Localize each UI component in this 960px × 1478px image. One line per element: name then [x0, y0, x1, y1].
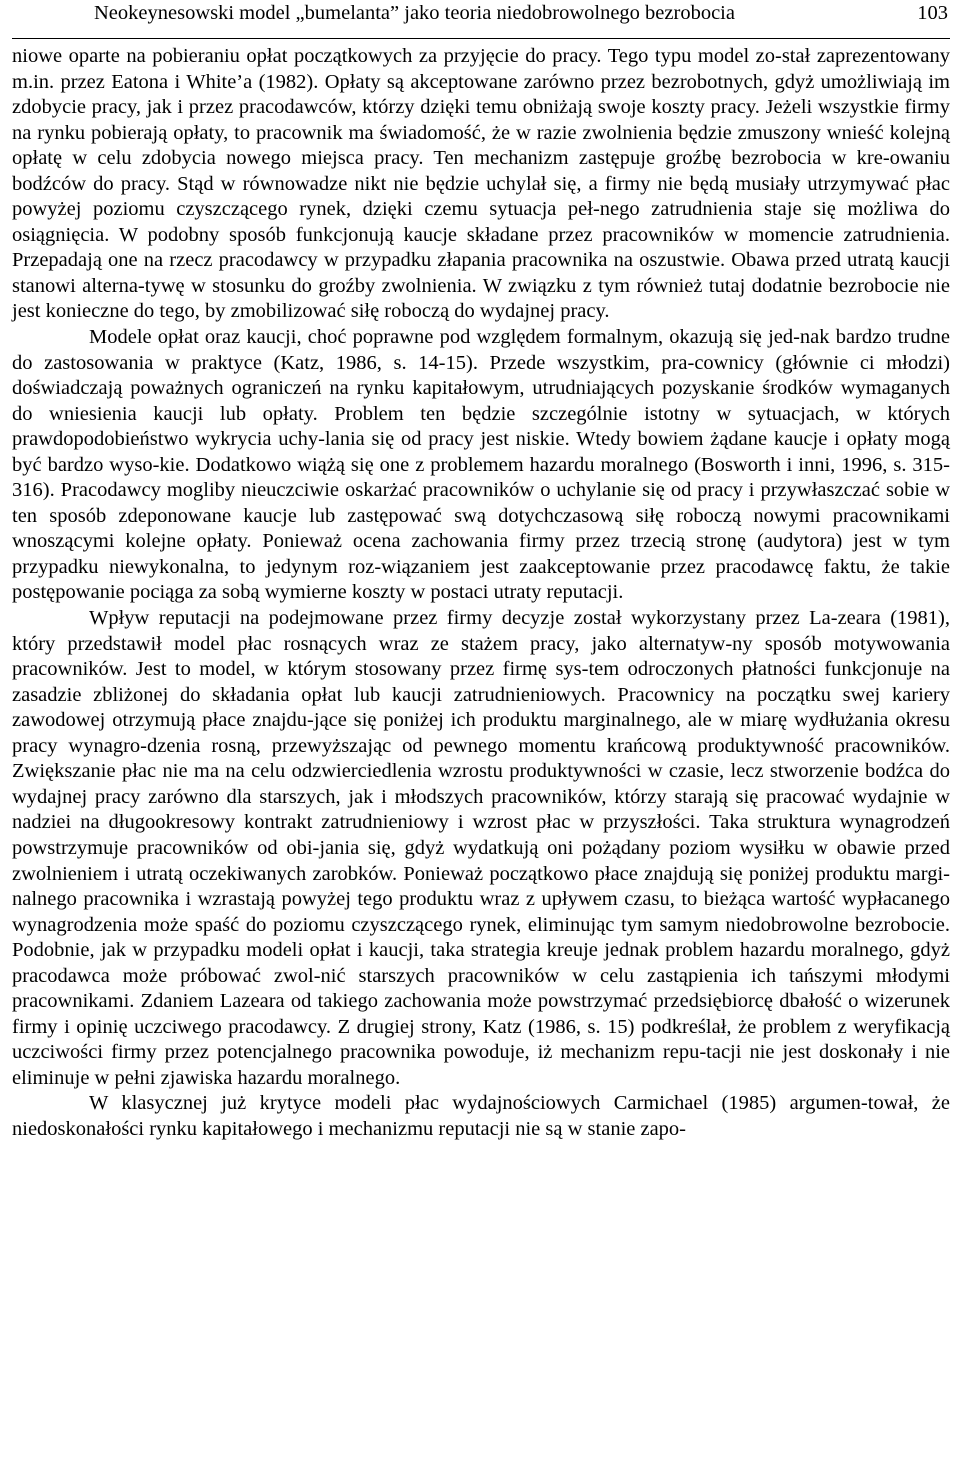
running-title: Neokeynesowski model „bumelanta” jako teoria niedobrowolnego bezrobocia	[94, 2, 735, 24]
paragraph-continuation: niowe oparte na pobieraniu opłat początkowych za przyjęcie do pracy. Tego typu model zo-stał zaprezentowany m.in. przez Eatona i White’a (1982). Opłaty są akceptowane zarówno przez bezrobotnych, gdyż umożliwiają im zdobycie pracy, jak i przez pracodawców, którzy dzięki temu obniżają swoje koszty pracy. Jeżeli wszystkie firmy na rynku pobierają opłaty, to pracownik ma świadomość, że w razie zwolnienia będzie zmuszony wnieść kolejną opłatę w celu zdobycia nowego miejsca pracy. Ten mechanizm zastępuje groźbę bezrobocia w kre-owaniu bodźców do pracy. Stąd w równowadze nikt nie będzie uchylał się, a firmy nie będą musiały utrzymywać płac powyżej poziomu czyszczącego rynek, dzięki czemu sytuacja peł-nego zatrudnienia staje się możliwa do osiągnięcia. W podobny sposób funkcjonują kaucje składane przez pracowników w momencie zatrudnienia. Przepadają one na rzecz pracodawcy w przypadku złapania pracownika na oszustwie. Obawa przed utratą kaucji stanowi alterna-tywę w stosunku do groźby zwolnienia. W związku z tym również tutaj dodatnie bezrobocie nie jest konieczne do tego, by zmobilizować siłę roboczą do wydajnej pracy.	[12, 45, 950, 323]
page-number: 103	[917, 2, 948, 24]
paragraph-lazear-model: Wpływ reputacji na podejmowane przez firmy decyzje został wykorzystany przez La-zeara (1981), który przedstawił model płac rosnących wraz ze stażem pracy, jako alternatyw-ny sposób motywowania pracowników. Jest to model, w którym stosowany przez firmę sys-tem odroczonych płatności funkcjonuje na zasadzie zbliżonej do składania opłat lub kaucji zatrudnieniowych. Pracownicy na początku swej kariery zawodowej otrzymują płace znajdu-jące się poniżej ich produktu marginalnego, ale w miarę wydłużania okresu pracy wynagro-dzenia rosną, przewyższając od pewnego momentu krańcową produktywność pracowników. Zwiększanie płac nie ma na celu odzwierciedlenia wzrostu produktywności w czasie, lecz stworzenie bodźca do wydajnej pracy zarówno dla starszych, jak i młodszych pracowników, którzy starają się pracować wydajnie w nadziei na długookresowy kontrakt zatrudnieniowy i wzrost płac w przyszłości. Taka struktura wynagrodzeń powstrzymuje pracowników od obi-jania się, gdyż wydatkują oni pożądany poziom wysiłku w obawie przed zwolnieniem i utratą oczekiwanych zarobków. Ponieważ początkowo płace znajdują się poniżej produktu margi-nalnego pracownika i wzrastają powyżej tego produktu wraz z upływem czasu, to bieżąca wartość wypłacanego wynagrodzenia może spaść do poziomu czyszczącego rynek, eliminując tym samym niedobrowolne bezrobocie. Podobnie, jak w przypadku modeli opłat i kaucji, taka strategia kreuje jednak problem hazardu moralnego, gdyż pracodawca może próbować zwol-nić starszych pracowników w celu zastąpienia ich tańszymi młodymi pracownikami. Zdaniem Lazeara od takiego zachowania może powstrzymać przedsiębiorcę dbałość o wizerunek firmy i opinię uczciwego pracodawcy. Z drugiej strony, Katz (1986, s. 15) podkreślał, że problem z weryfikacją uczciwości firmy przez potencjalnego pracownika powoduje, iż mechanizm repu-tacji nie jest doskonały i nie eliminuje w pełni zjawiska hazardu moralnego.	[12, 607, 950, 1089]
document-page	[12, 0, 950, 1143]
running-header	[12, 0, 950, 39]
paragraph-fee-bond-critique: Modele opłat oraz kaucji, choć poprawne pod względem formalnym, okazują się jed-nak bardzo trudne do zastosowania w praktyce (Katz, 1986, s. 14-15). Przede wszystkim, pra-cownicy (głównie ci młodzi) doświadczają poważnych ograniczeń na rynku kapitałowym, utrudniających pozyskanie środków wymaganych do wniesienia kaucji lub opłaty. Problem ten będzie szczególnie istotny w sytuacjach, w których prawdopodobieństwo wykrycia uchy-lania się od pracy jest niskie. Wtedy bowiem żądane kaucje i opłaty mogą być bardzo wyso-kie. Dodatkowo wiążą się one z problemem hazardu moralnego (Bosworth i inni, 1996, s. 315-316). Pracodawcy mogliby nieuczciwie oskarżać pracowników o uchylanie się od pracy i przywłaszczać sobie w ten sposób zdeponowane kaucje lub zastępować swą dotychczasową siłę roboczą nowymi pracownikami wnoszącymi kolejne opłaty. Ponieważ ocena zachowania firmy przez trzecią stronę (audytora) jest w tym przypadku niewykonalna, to jedynym roz-wiązaniem jest zaakceptowanie przez pracodawcę faktu, że takie postępowanie pociąga za sobą wymierne koszty w postaci utraty reputacji.	[12, 326, 950, 604]
body-text	[12, 44, 950, 1143]
paragraph-carmichael-critique: W klasycznej już krytyce modeli płac wydajnościowych Carmichael (1985) argumen-tował, że niedoskonałości rynku kapitałowego i mechanizmu reputacji nie są w stanie zapo-	[12, 1092, 950, 1140]
